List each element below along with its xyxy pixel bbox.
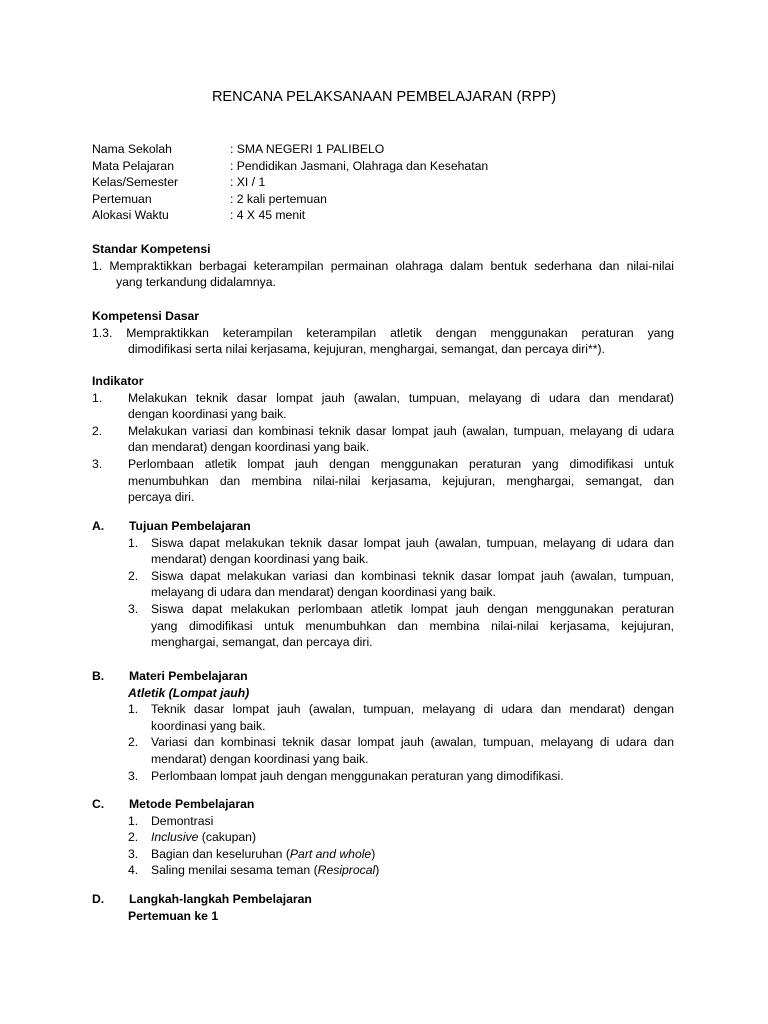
list-text: melayang di udara dan mendarat) dengan koordinasi yang baik.	[151, 585, 496, 600]
metode-section	[92, 796, 674, 879]
standar-kompetensi-line: 1. Mempraktikkan berbagai keterampilan permainan olahraga dalam bentuk sederhana dan nilai-nilai	[92, 258, 674, 273]
standar-kompetensi-line: yang terkandung didalamnya.	[116, 275, 276, 290]
list-text: dengan koordinasi yang baik.	[128, 407, 287, 422]
kompetensi-dasar-line: 1.3. Mempraktikkan keterampilan keterampilan atletik dengan menggunakan peraturan yang	[92, 325, 674, 340]
info-row	[92, 174, 488, 191]
info-value: : SMA NEGERI 1 PALIBELO	[230, 142, 385, 156]
list-item	[128, 862, 674, 879]
tujuan-section	[92, 518, 674, 651]
info-label: Mata Pelajaran	[92, 158, 174, 173]
list-text: Demontrasi	[151, 813, 214, 828]
list-item	[92, 390, 674, 423]
info-row	[92, 158, 488, 175]
info-row	[92, 191, 488, 208]
info-value: : XI / 1	[230, 175, 266, 190]
list-text: menumbuhkan dan membina nilai-nilai kerjasama, kejujuran, menghargai, semangat, dan	[128, 473, 674, 488]
section-title: Tujuan Pembelajaran	[129, 519, 251, 533]
list-text-italic: Part and whole	[289, 846, 372, 861]
list-number: 3.	[128, 846, 139, 861]
list-item	[128, 601, 674, 651]
list-item	[128, 768, 674, 785]
identity-table	[92, 141, 488, 224]
list-text: percaya diri.	[128, 490, 195, 505]
list-number: 3.	[92, 456, 103, 471]
info-label: Nama Sekolah	[92, 142, 172, 156]
list-text: Perlombaan lompat jauh dengan menggunakan peraturan yang dimodifikasi.	[151, 768, 564, 783]
standar-kompetensi-section	[92, 241, 674, 291]
list-item	[128, 535, 674, 568]
list-item	[128, 734, 674, 767]
kompetensi-dasar-line: dimodifikasi serta nilai kerjasama, kejujuran, menghargai, semangat, dan percaya diri**).	[128, 342, 605, 357]
list-number: 4.	[128, 863, 139, 878]
list-text: )	[371, 846, 376, 861]
list-text: koordinasi yang baik.	[151, 718, 266, 733]
indikator-heading: Indikator	[92, 374, 144, 388]
standar-kompetensi-heading: Standar Kompetensi	[92, 242, 211, 256]
info-value: : Pendidikan Jasmani, Olahraga dan Kesehatan	[230, 158, 489, 173]
list-text: Melakukan variasi dan kombinasi teknik dasar lompat jauh (awalan, tumpuan, melayang di udara	[128, 423, 674, 438]
section-title: Materi Pembelajaran	[129, 669, 248, 683]
info-row	[92, 207, 488, 224]
list-text: dan mendarat) dengan koordinasi yang baik.	[128, 440, 370, 455]
list-text-italic: Resiprocal	[317, 863, 376, 878]
list-number: 2.	[92, 423, 103, 438]
section-letter: B.	[92, 669, 105, 683]
page-title: RENCANA PELAKSANAAN PEMBELAJARAN (RPP)	[211, 89, 557, 105]
list-number: 1.	[128, 702, 139, 717]
list-number: 3.	[128, 768, 139, 783]
info-label: Pertemuan	[92, 191, 152, 206]
section-subtitle: Atletik (Lompat jauh)	[128, 685, 250, 700]
list-number: 1.	[128, 813, 139, 828]
kompetensi-dasar-heading: Kompetensi Dasar	[92, 309, 200, 323]
list-text: Variasi dan kombinasi teknik dasar lompat jauh (awalan, tumpuan, melayang di udara dan	[151, 735, 674, 750]
indikator-section	[92, 373, 674, 506]
list-text: Siswa dapat melakukan perlombaan atletik lompat jauh dengan menggunakan peraturan	[151, 601, 674, 616]
section-title: Metode Pembelajaran	[129, 797, 255, 811]
list-number: 2.	[128, 735, 139, 750]
info-label: Alokasi Waktu	[92, 208, 169, 223]
section-title: Langkah-langkah Pembelajaran	[129, 892, 312, 906]
list-text: )	[375, 863, 380, 878]
list-text-italic: Inclusive	[151, 830, 199, 845]
list-number: 2.	[128, 568, 139, 583]
list-item	[128, 846, 674, 863]
section-letter: A.	[92, 519, 105, 533]
list-text: (cakupan)	[198, 830, 257, 845]
list-text: Melakukan teknik dasar lompat jauh (awalan, tumpuan, melayang di udara dan mendarat)	[128, 390, 674, 405]
list-text: Teknik dasar lompat jauh (awalan, tumpuan, melayang di udara dan mendarat) dengan	[151, 702, 674, 717]
kompetensi-dasar-section	[92, 308, 674, 358]
list-item	[128, 568, 674, 601]
langkah-section	[92, 891, 674, 924]
list-number: 1.	[128, 535, 139, 550]
list-item	[128, 829, 674, 846]
list-item	[128, 701, 674, 734]
info-label: Kelas/Semester	[92, 175, 179, 190]
list-text: mendarat) dengan koordinasi yang baik.	[151, 552, 369, 567]
list-text: Siswa dapat melakukan variasi dan kombinasi teknik dasar lompat jauh (awalan, tumpuan,	[151, 568, 674, 583]
materi-section	[92, 668, 674, 784]
list-number: 3.	[128, 601, 139, 616]
list-text: menghargai, semangat, dan percaya diri.	[151, 635, 373, 650]
list-text: mendarat) dengan koordinasi yang baik.	[151, 751, 369, 766]
list-text: Saling menilai sesama teman (	[151, 863, 318, 878]
list-text: Bagian dan keseluruhan (	[151, 846, 290, 861]
section-letter: D.	[92, 892, 105, 906]
section-letter: C.	[92, 797, 105, 811]
list-text: yang dimodifikasi untuk menumbuhkan dan membina nilai-nilai kerjasama, kejujuran,	[151, 618, 674, 633]
list-number: 1.	[92, 390, 103, 405]
info-value: : 4 X 45 menit	[230, 208, 306, 223]
info-row	[92, 141, 488, 158]
list-text: Siswa dapat melakukan teknik dasar lompat jauh (awalan, tumpuan, melayang di udara dan	[151, 535, 674, 550]
list-item	[128, 813, 674, 830]
list-item	[92, 423, 674, 456]
list-text: Perlombaan atletik lompat jauh dengan menggunakan peraturan yang dimodifikasi untuk	[128, 456, 674, 471]
list-item	[92, 456, 674, 506]
list-number: 2.	[128, 830, 139, 845]
info-value: : 2 kali pertemuan	[230, 191, 327, 206]
section-subtitle: Pertemuan ke 1	[128, 908, 219, 923]
